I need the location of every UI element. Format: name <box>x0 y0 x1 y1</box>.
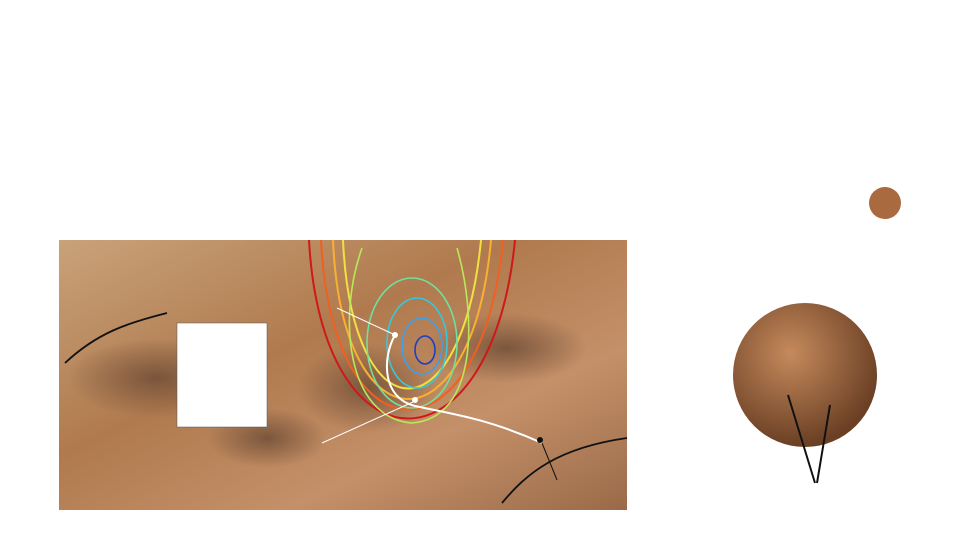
mars-groundtrack-map <box>37 238 632 522</box>
window-open-point <box>392 332 398 338</box>
pericentre-point <box>537 437 543 443</box>
map-legend <box>177 323 267 427</box>
orbit-evolution-3d-bottom <box>680 255 942 495</box>
orbit-evolution-3d-top <box>655 10 955 240</box>
mars-globe <box>869 187 901 219</box>
mars-globe <box>733 303 877 447</box>
